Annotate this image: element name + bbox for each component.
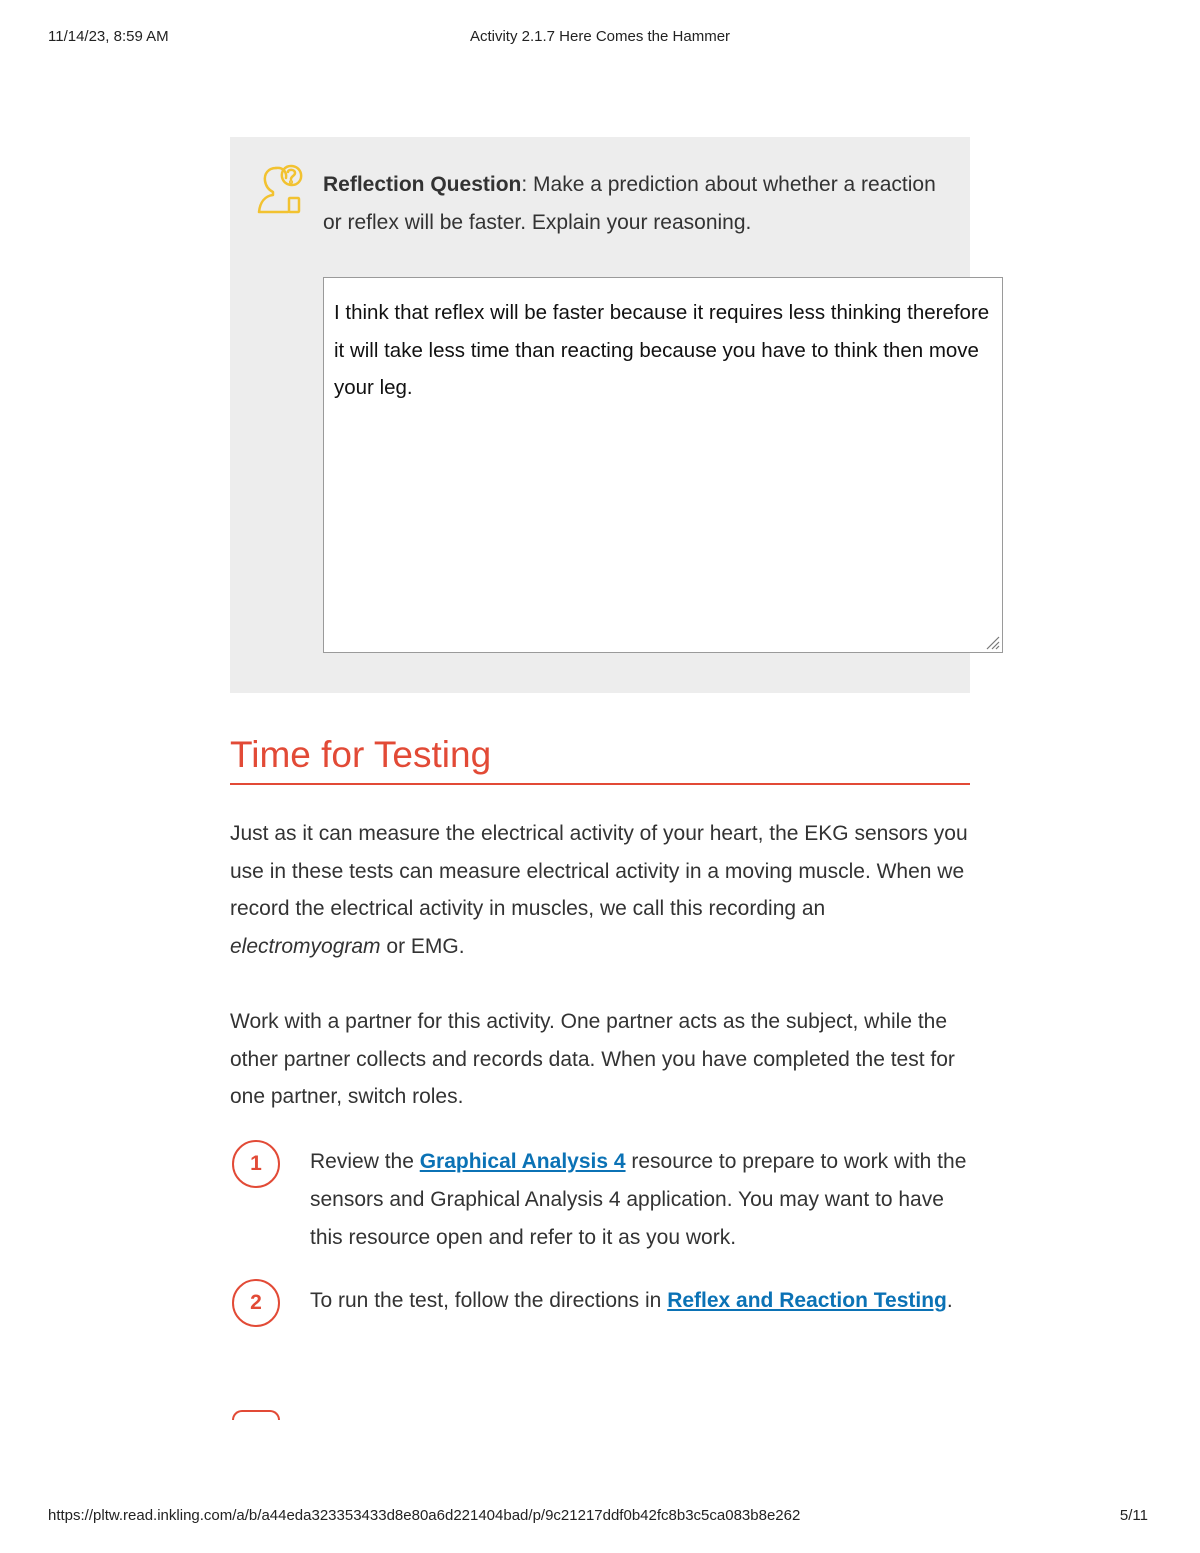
reflex-reaction-testing-link[interactable]: Reflex and Reaction Testing	[667, 1289, 947, 1312]
reflection-question-icon	[256, 162, 312, 218]
intro-text-after: or EMG.	[380, 934, 465, 958]
step-2-text-after: .	[946, 1289, 953, 1312]
print-url: https://pltw.read.inkling.com/a/b/a44eda323353433d8e80a6d221404bad/p/9c21217ddf0b42fc8b3c5ca083b8e262	[48, 1507, 801, 1524]
step-2-text-before: To run the test, follow the directions in	[310, 1289, 668, 1312]
print-page-title: Activity 2.1.7 Here Comes the Hammer	[469, 28, 731, 45]
step-1-text-after: resource to prepare to work with the sensors and Graphical Analysis 4 application. You may want to have this resource open and refer to it as you work.	[310, 1150, 967, 1249]
step-1-text-before: Review the	[310, 1150, 420, 1173]
reflection-answer-textarea[interactable]	[323, 277, 1003, 653]
step-2-text	[310, 1282, 970, 1320]
reflection-question	[323, 166, 943, 242]
step-1-text	[310, 1143, 970, 1257]
step-number-badge: 1	[232, 1140, 280, 1188]
graphical-analysis-link[interactable]: Graphical Analysis 4	[419, 1150, 626, 1173]
resize-grip-icon[interactable]	[984, 634, 1000, 650]
intro-text-before: Just as it can measure the electrical activity of your heart, the EKG sensors you use in these tests can measure electrical activity in a moving muscle. When we record the electrical activity in muscles, we call this recording an	[230, 822, 968, 920]
reflection-question-text: : Make a prediction about whether a reaction or reflex will be faster. Explain your reasoning.	[323, 173, 936, 234]
print-datetime: 11/14/23, 8:59 AM	[48, 28, 169, 45]
electromyogram-term: electromyogram	[230, 934, 381, 958]
partner-paragraph: Work with a partner for this activity. One partner acts as the subject, while the other partner collects and records data. When you have completed the test for one partner, switch roles.	[230, 1010, 955, 1108]
reflection-question-label: Reflection Question	[323, 173, 522, 196]
step-number-badge: 2	[232, 1279, 280, 1327]
reflection-answer-text: I think that reflex will be faster because it requires less thinking therefore it will take less time than reacting because you have to think then move your leg.	[334, 301, 990, 399]
print-page-number: 5/11	[1119, 1507, 1148, 1524]
intro-paragraph	[230, 815, 970, 965]
step-number-badge-cropped	[232, 1410, 280, 1420]
section-heading: Time for Testing	[230, 733, 970, 785]
